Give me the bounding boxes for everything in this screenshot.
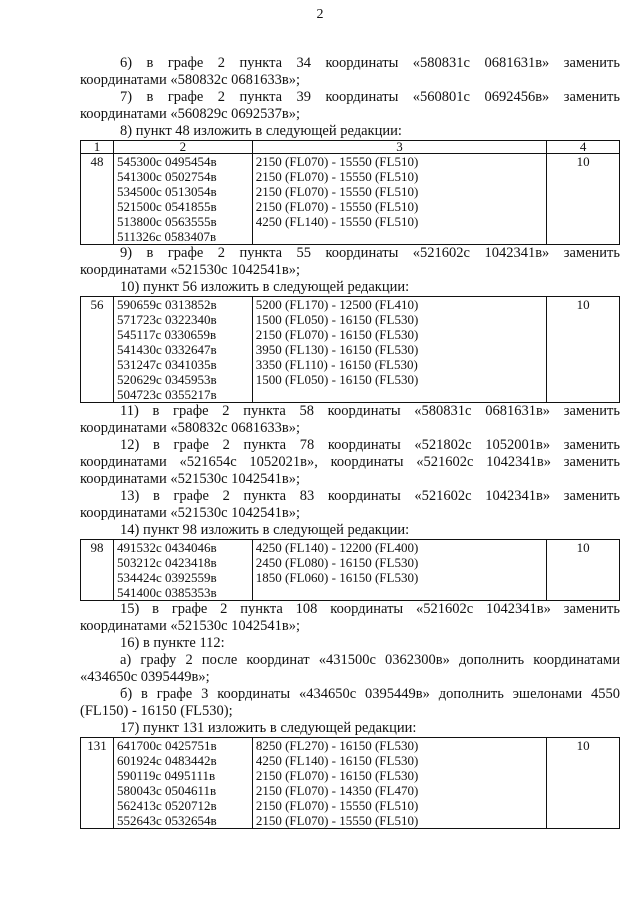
flight-level-line: 4250 (FL140) - 12200 (FL400) — [255, 540, 419, 555]
flight-level-line: 5200 (FL170) - 12500 (FL410) — [255, 297, 419, 312]
coordinate-line: 521500с 0541855в — [116, 199, 217, 214]
coordinates-cell — [113, 154, 252, 245]
flight-level-line: 1850 (FL060) - 16150 (FL530) — [255, 570, 419, 585]
coordinate-line: 641700с 0425751в — [116, 738, 217, 753]
table-row — [81, 540, 620, 601]
flight-level-line: 2150 (FL070) - 15550 (FL510) — [255, 798, 419, 813]
flight-level-line: 3950 (FL130) - 16150 (FL530) — [255, 342, 419, 357]
table-header-row — [81, 141, 620, 154]
coordinate-line: 541300с 0502754в — [116, 169, 217, 184]
coordinate-line: 534424с 0392559в — [116, 570, 217, 585]
paragraph-line: координатами «560829с 0692537в»; — [80, 106, 301, 122]
document-body — [80, 55, 620, 829]
coordinate-line: 534500с 0513054в — [116, 184, 217, 199]
flight-levels-cell — [252, 540, 546, 601]
coordinate-line: 503212с 0423418в — [116, 555, 217, 570]
coordinate-line: 590659с 0313852в — [116, 297, 217, 312]
point-table-98 — [80, 539, 620, 601]
paragraph-line: координатами «521530с 1042541в»; — [80, 505, 301, 521]
flight-level-line: 2150 (FL070) - 16150 (FL530) — [255, 327, 419, 342]
coordinate-line: 511326с 0583407в — [116, 229, 217, 244]
point-table-131 — [80, 737, 620, 829]
paragraph-line: 11) в графе 2 пункта 58 координаты «580831с 0681631в» заменить — [120, 403, 620, 419]
coordinates-cell — [113, 297, 252, 403]
coordinate-line: 545300с 0495454в — [116, 154, 217, 169]
paragraph-line: координатами «521530с 1042541в»; — [80, 262, 301, 278]
point-number: 131 — [81, 738, 114, 829]
coordinate-line: 562413с 0520712в — [116, 798, 217, 813]
flight-level-line: 2150 (FL070) - 14350 (FL470) — [255, 783, 419, 798]
coordinate-line: 545117с 0330659в — [116, 327, 217, 342]
flight-level-line: 3350 (FL110) - 16150 (FL530) — [255, 357, 418, 372]
coordinate-line: 571723с 0322340в — [116, 312, 217, 327]
flight-levels-cell — [252, 154, 546, 245]
paragraph-line: «434650с 0395449в»; — [80, 669, 210, 685]
paragraph-line: 10) пункт 56 изложить в следующей редакции: — [120, 279, 410, 295]
paragraph-line: б) в графе 3 координаты «434650с 0395449в» дополнить эшелонами 4550 — [120, 686, 620, 702]
point-table-56 — [80, 296, 620, 403]
coordinate-line: 601924с 0483442в — [116, 753, 217, 768]
coordinate-line: 552643с 0532654в — [116, 813, 217, 828]
paragraph-line: 12) в графе 2 пункта 78 координаты «521802с 1052001в» заменить — [120, 437, 620, 453]
paragraph-line: 8) пункт 48 изложить в следующей редакции: — [120, 123, 402, 139]
column-4-value: 10 — [547, 154, 620, 245]
point-number: 98 — [81, 540, 114, 601]
flight-level-line: 4250 (FL140) - 16150 (FL530) — [255, 753, 419, 768]
point-table-48 — [80, 140, 620, 245]
coordinate-line: 491532с 0434046в — [116, 540, 217, 555]
paragraph-line: координатами «521530с 1042541в»; — [80, 618, 301, 634]
paragraph-line: 16) в пункте 112: — [120, 635, 225, 651]
flight-level-line: 2150 (FL070) - 16150 (FL530) — [255, 768, 419, 783]
paragraph-line: координатами «521654с 1052021в», координаты «521602с 1042341в» заменить — [80, 454, 620, 470]
coordinate-line: 520629с 0345953в — [116, 372, 217, 387]
flight-level-line: 4250 (FL140) - 15550 (FL510) — [255, 214, 419, 229]
flight-levels-cell — [252, 297, 546, 403]
table-row — [81, 738, 620, 829]
table-row — [81, 297, 620, 403]
coordinate-line: 541430с 0332647в — [116, 342, 217, 357]
paragraph-line: (FL150) - 16150 (FL530); — [80, 703, 233, 719]
paragraph-line: координатами «580832с 0681633в»; — [80, 420, 301, 436]
page-number: 2 — [316, 7, 324, 22]
flight-level-line: 2150 (FL070) - 15550 (FL510) — [255, 169, 419, 184]
column-4-value: 10 — [547, 297, 620, 403]
flight-level-line: 2150 (FL070) - 15550 (FL510) — [255, 813, 419, 828]
coordinate-line: 541400с 0385353в — [116, 585, 217, 600]
flight-level-line: 2150 (FL070) - 15550 (FL510) — [255, 154, 419, 169]
paragraph-line: 7) в графе 2 пункта 39 координаты «560801с 0692456в» заменить — [120, 89, 620, 105]
paragraph-line: 6) в графе 2 пункта 34 координаты «580831с 0681631в» заменить — [120, 55, 620, 71]
coordinate-line: 590119с 0495111в — [116, 768, 216, 783]
coordinate-line: 580043с 0504611в — [116, 783, 217, 798]
coordinate-line: 504723с 0355217в — [116, 387, 217, 402]
paragraph-line: 15) в графе 2 пункта 108 координаты «521602с 1042341в» заменить — [120, 601, 620, 617]
coordinates-cell — [113, 738, 252, 829]
flight-level-line: 1500 (FL050) - 16150 (FL530) — [255, 312, 419, 327]
paragraph-line: 17) пункт 131 изложить в следующей редакции: — [120, 720, 417, 736]
column-header: 3 — [252, 141, 546, 154]
flight-level-line: 2150 (FL070) - 15550 (FL510) — [255, 199, 419, 214]
paragraph-line: 13) в графе 2 пункта 83 координаты «521602с 1042341в» заменить — [120, 488, 620, 504]
column-4-value: 10 — [547, 738, 620, 829]
flight-levels-cell — [252, 738, 546, 829]
paragraph-line: 14) пункт 98 изложить в следующей редакции: — [120, 522, 410, 538]
flight-level-line: 2150 (FL070) - 15550 (FL510) — [255, 184, 419, 199]
coordinate-line: 513800с 0563555в — [116, 214, 217, 229]
point-number: 56 — [81, 297, 114, 403]
paragraph-line: а) графу 2 после координат «431500с 0362300в» дополнить координатами — [120, 652, 620, 668]
column-4-value: 10 — [547, 540, 620, 601]
paragraph-line: координатами «580832с 0681633в»; — [80, 72, 301, 88]
flight-level-line: 8250 (FL270) - 16150 (FL530) — [255, 738, 419, 753]
coordinate-line: 531247с 0341035в — [116, 357, 217, 372]
point-number: 48 — [81, 154, 114, 245]
coordinates-cell — [113, 540, 252, 601]
column-header: 2 — [113, 141, 252, 154]
table-row — [81, 154, 620, 245]
flight-level-line: 1500 (FL050) - 16150 (FL530) — [255, 372, 419, 387]
flight-level-line: 2450 (FL080) - 16150 (FL530) — [255, 555, 419, 570]
column-header: 1 — [81, 141, 114, 154]
paragraph-line: 9) в графе 2 пункта 55 координаты «521602с 1042341в» заменить — [120, 245, 620, 261]
column-header: 4 — [547, 141, 620, 154]
paragraph-line: координатами «521530с 1042541в»; — [80, 471, 301, 487]
